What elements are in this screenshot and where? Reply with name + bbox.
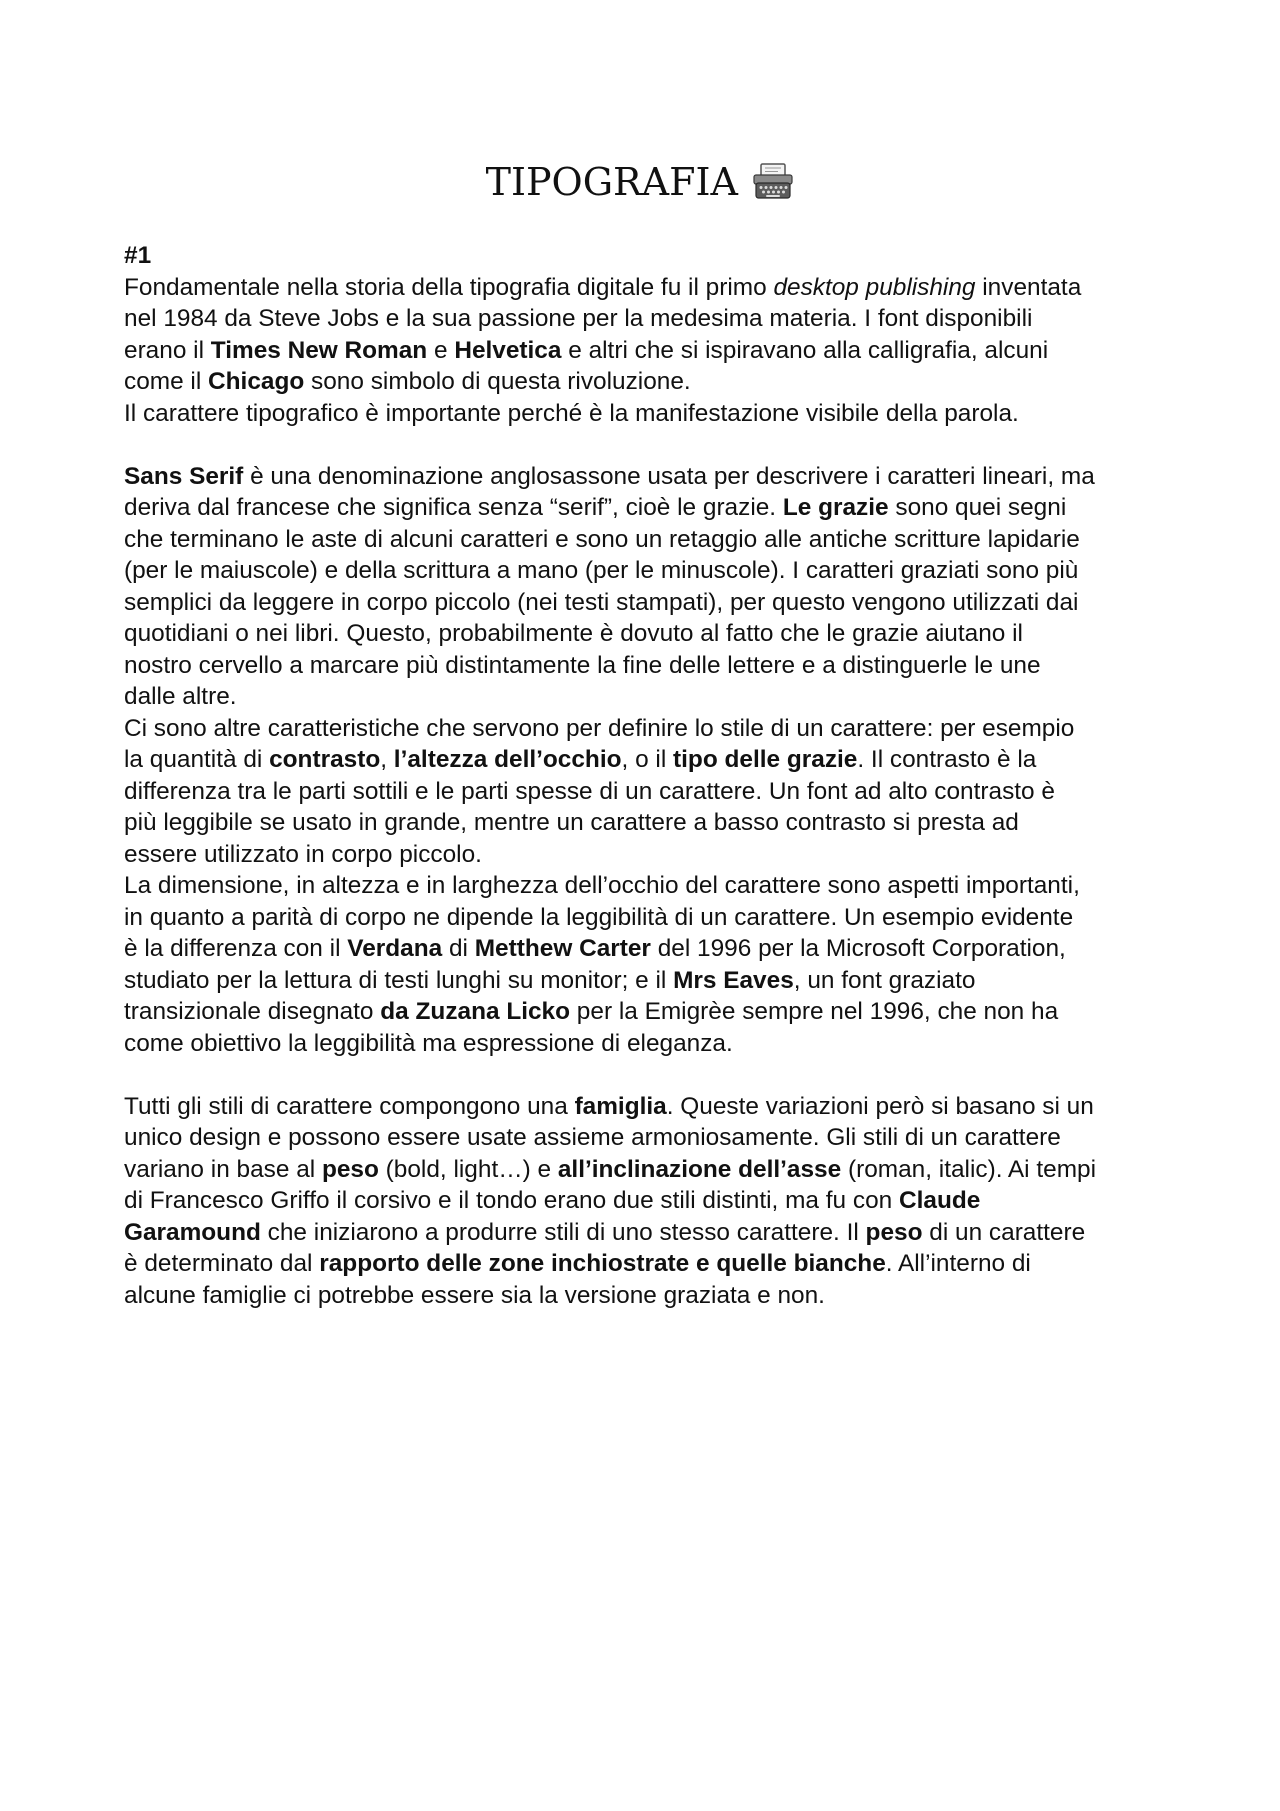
text-line: variano in base al peso (bold, light…) e all’inclinazione dell’asse (roman, italic). Ai tempi [124,1155,1097,1183]
text-line: più leggibile se usato in grande, mentre un carattere a basso contrasto si presta ad [124,809,1019,836]
document-body [124,240,1176,1311]
text-line: che terminano le aste di alcuni caratteri e sono un retaggio alle antiche scritture lapidarie [124,525,1080,553]
title-row [0,160,1280,204]
typewriter-icon [752,162,794,202]
text-line: Ci sono altre caratteristiche che servono per definire lo stile di un carattere: per esempio [124,714,1075,742]
text-line: Garamound che iniziarono a produrre stili di uno stesso carattere. Il peso di un carattere [124,1218,1086,1246]
paragraph-gap [124,1059,1176,1091]
text-line: Il carattere tipografico è importante perché è la manifestazione visibile della parola. [124,399,1019,427]
text-line: unico design e possono essere usate assieme armoniosamente. Gli stili di un carattere [124,1124,1061,1151]
text-line: La dimensione, in altezza e in larghezza dell’occhio del carattere sono aspetti importanti, [124,872,1080,899]
text-line: erano il Times New Roman e Helvetica e altri che si ispiravano alla calligrafia, alcuni [124,336,1049,364]
text-line: la quantità di contrasto, l’altezza dell’occhio, o il tipo delle grazie. Il contrasto è la [124,746,1037,773]
text-line: nostro cervello a marcare più distintamente la fine delle lettere e a distinguerle le une [124,651,1041,679]
text-line: deriva dal francese che significa senza “serif”, cioè le grazie. Le grazie sono quei segni [124,494,1067,521]
paragraph-gap [124,429,1176,461]
text-line: (per le maiuscole) e della scrittura a mano (per le minuscole). I caratteri graziati sono più [124,557,1079,584]
text-line: è la differenza con il Verdana di Metthew Carter del 1996 per la Microsoft Corporation, [124,935,1066,962]
text-line: studiato per la lettura di testi lunghi su monitor; e il Mrs Eaves, un font graziato [124,966,976,994]
text-line: semplici da leggere in corpo piccolo (nei testi stampati), per questo vengono utilizzati dai [124,588,1079,616]
text-line: Sans Serif è una denominazione anglosassone usata per descrivere i caratteri lineari, ma [124,462,1095,490]
text-line: quotidiani o nei libri. Questo, probabilmente è dovuto al fatto che le grazie aiutano il [124,620,1023,647]
text-line: Fondamentale nella storia della tipografia digitale fu il primo desktop publishing inventata [124,273,1082,301]
section-number: #1 [124,242,152,269]
text-line: alcune famiglie ci potrebbe essere sia la versione graziata e non. [124,1281,825,1309]
text-line: come obiettivo la leggibilità ma espressione di eleganza. [124,1029,733,1057]
text-line: differenza tra le parti sottili e le parti spesse di un carattere. Un font ad alto contrasto è [124,777,1055,805]
text-line: dalle altre. [124,683,237,710]
text-line: come il Chicago sono simbolo di questa rivoluzione. [124,368,691,395]
text-line: in quanto a parità di corpo ne dipende la leggibilità di un carattere. Un esempio evidente [124,903,1074,931]
text-line: è determinato dal rapporto delle zone inchiostrate e quelle bianche. All’interno di [124,1250,1031,1277]
page-title: TIPOGRAFIA [485,160,738,204]
text-line: nel 1984 da Steve Jobs e la sua passione per la medesima materia. I font disponibili [124,305,1033,332]
text-line: di Francesco Griffo il corsivo e il tondo erano due stili distinti, ma fu con Claude [124,1187,981,1214]
text-line: Tutti gli stili di carattere compongono una famiglia. Queste variazioni però si basano si un [124,1092,1094,1120]
text-line: essere utilizzato in corpo piccolo. [124,840,482,868]
text-line: transizionale disegnato da Zuzana Licko per la Emigrèe sempre nel 1996, che non ha [124,998,1059,1025]
